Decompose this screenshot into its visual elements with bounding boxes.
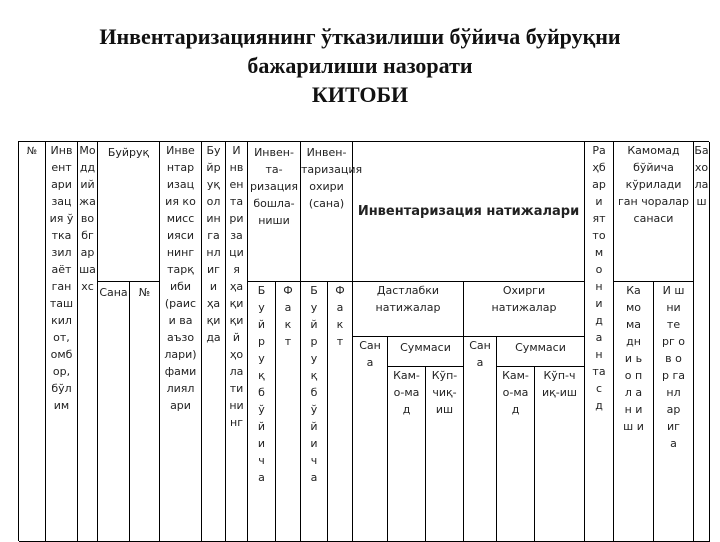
- header-initial-sum: Суммаси: [388, 337, 464, 367]
- header-order: Буйруқ: [98, 142, 160, 282]
- header-end: Инвен-таризация охири (сана): [301, 142, 353, 282]
- title-line-2: бажарилиши назорати: [247, 53, 473, 78]
- header-order-received: Буйруқ олинганлиги ҳақида: [202, 142, 226, 542]
- page-title: [0, 22, 720, 109]
- header-commission: Инвентаризация комиссиясининг тарқиби (раиси ва аъзолари) фамилиялари: [160, 142, 202, 542]
- header-head-b: ят то м о н и д а н та с д: [592, 212, 606, 412]
- header-final-shortage: Кам-о-мад: [497, 367, 535, 542]
- title-line-3: КИТОБИ: [311, 82, 409, 107]
- title-line-1: Инвентаризациянинг ўтказилиши бўйича буйруқни: [99, 24, 621, 49]
- header-results-final: Охирги натижалар: [464, 282, 585, 337]
- header-end-plan: Буйруқ бўйича: [301, 282, 328, 542]
- header-responsible-a: Моддий: [79, 144, 96, 191]
- header-results-initial: Дастлабки натижалар: [353, 282, 464, 337]
- header-final-surplus: Кўп-чиқ-иш: [535, 367, 585, 542]
- header-initial-date: Сана: [353, 337, 388, 542]
- header-order-number: №: [130, 282, 160, 542]
- header-end-fact: Факт: [328, 282, 353, 542]
- header-final-sum: Суммаси: [497, 337, 585, 367]
- header-measures-b: И ш ни те рг ов ор га нл ар иг а: [654, 282, 694, 542]
- header-final-date: Сана: [464, 337, 497, 542]
- header-organization: Инвентаризация ўтказилаётган ташкилот, омбор, бўлим: [46, 142, 78, 542]
- inventory-table: [18, 141, 709, 541]
- header-start-plan: Буйруқ бўйича: [248, 282, 276, 542]
- header-head-a: Раҳбар и: [592, 144, 606, 208]
- header-number: №: [19, 142, 46, 542]
- header-start-fact: Факт: [276, 282, 301, 542]
- header-initial-surplus: Кўп-чиқ-иш: [426, 367, 464, 542]
- header-head-confirmation: [585, 142, 614, 542]
- header-results: Инвентаризация натижалари: [353, 142, 585, 282]
- header-actual-state: Инвентаризация ҳақиқий ҳолатининг: [226, 142, 248, 542]
- header-order-date: Сана: [98, 282, 130, 542]
- header-last: Бахолаш: [694, 142, 710, 542]
- header-measures: Камомад бўйича кўрилади ган чоралар санаси: [614, 142, 694, 282]
- header-start: Инвен-та-ризация бошла-ниши: [248, 142, 301, 282]
- header-initial-shortage: Кам-о-мад: [388, 367, 426, 542]
- header-measures-a: Ка мо ма дн и ьо пл ан и ш и: [614, 282, 654, 542]
- header-responsible-person: [78, 142, 98, 542]
- header-responsible-b: жавобгар шахс: [79, 195, 96, 293]
